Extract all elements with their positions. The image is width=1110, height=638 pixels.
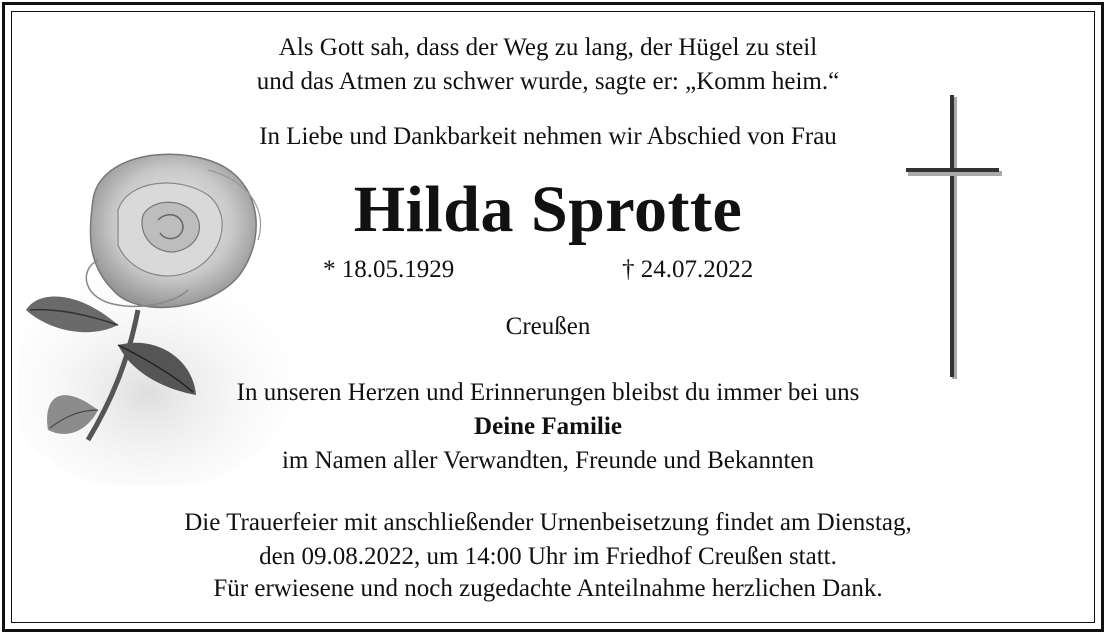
memory-line-3: im Namen aller Verwandten, Freunde und Bekannten [281, 447, 815, 474]
verse-line-2: und das Atmen zu schwer wurde, sagte er: „Komm heim.“ [256, 68, 840, 95]
thanks-text: Für erwiesene und noch zugedachte Anteilnahme herzlichen Dank. [213, 575, 883, 602]
service-line-2: den 09.08.2022, um 14:00 Uhr im Friedhof Creußen statt. [259, 543, 837, 570]
birth-date: * 18.05.1929 [323, 256, 455, 283]
intro-text: In Liebe und Dankbarkeit nehmen wir Abschied von Frau [259, 123, 837, 150]
memory-line-1: In unseren Herzen und Erinnerungen bleibst du immer bei uns [236, 379, 860, 406]
death-date: † 24.07.2022 [622, 256, 754, 283]
service-line-1: Die Trauerfeier mit anschließender Urnenbeisetzung findet am Dienstag, [184, 509, 912, 536]
deceased-name: Hilda Sprotte [353, 173, 743, 246]
service-info [98, 506, 998, 574]
family-signature: Deine Familie [474, 413, 622, 440]
verse-line-1: Als Gott sah, dass der Weg zu lang, der Hügel zu steil [278, 34, 818, 61]
memory-text [98, 376, 998, 478]
place: Creußen [505, 313, 591, 340]
verse [98, 31, 998, 99]
